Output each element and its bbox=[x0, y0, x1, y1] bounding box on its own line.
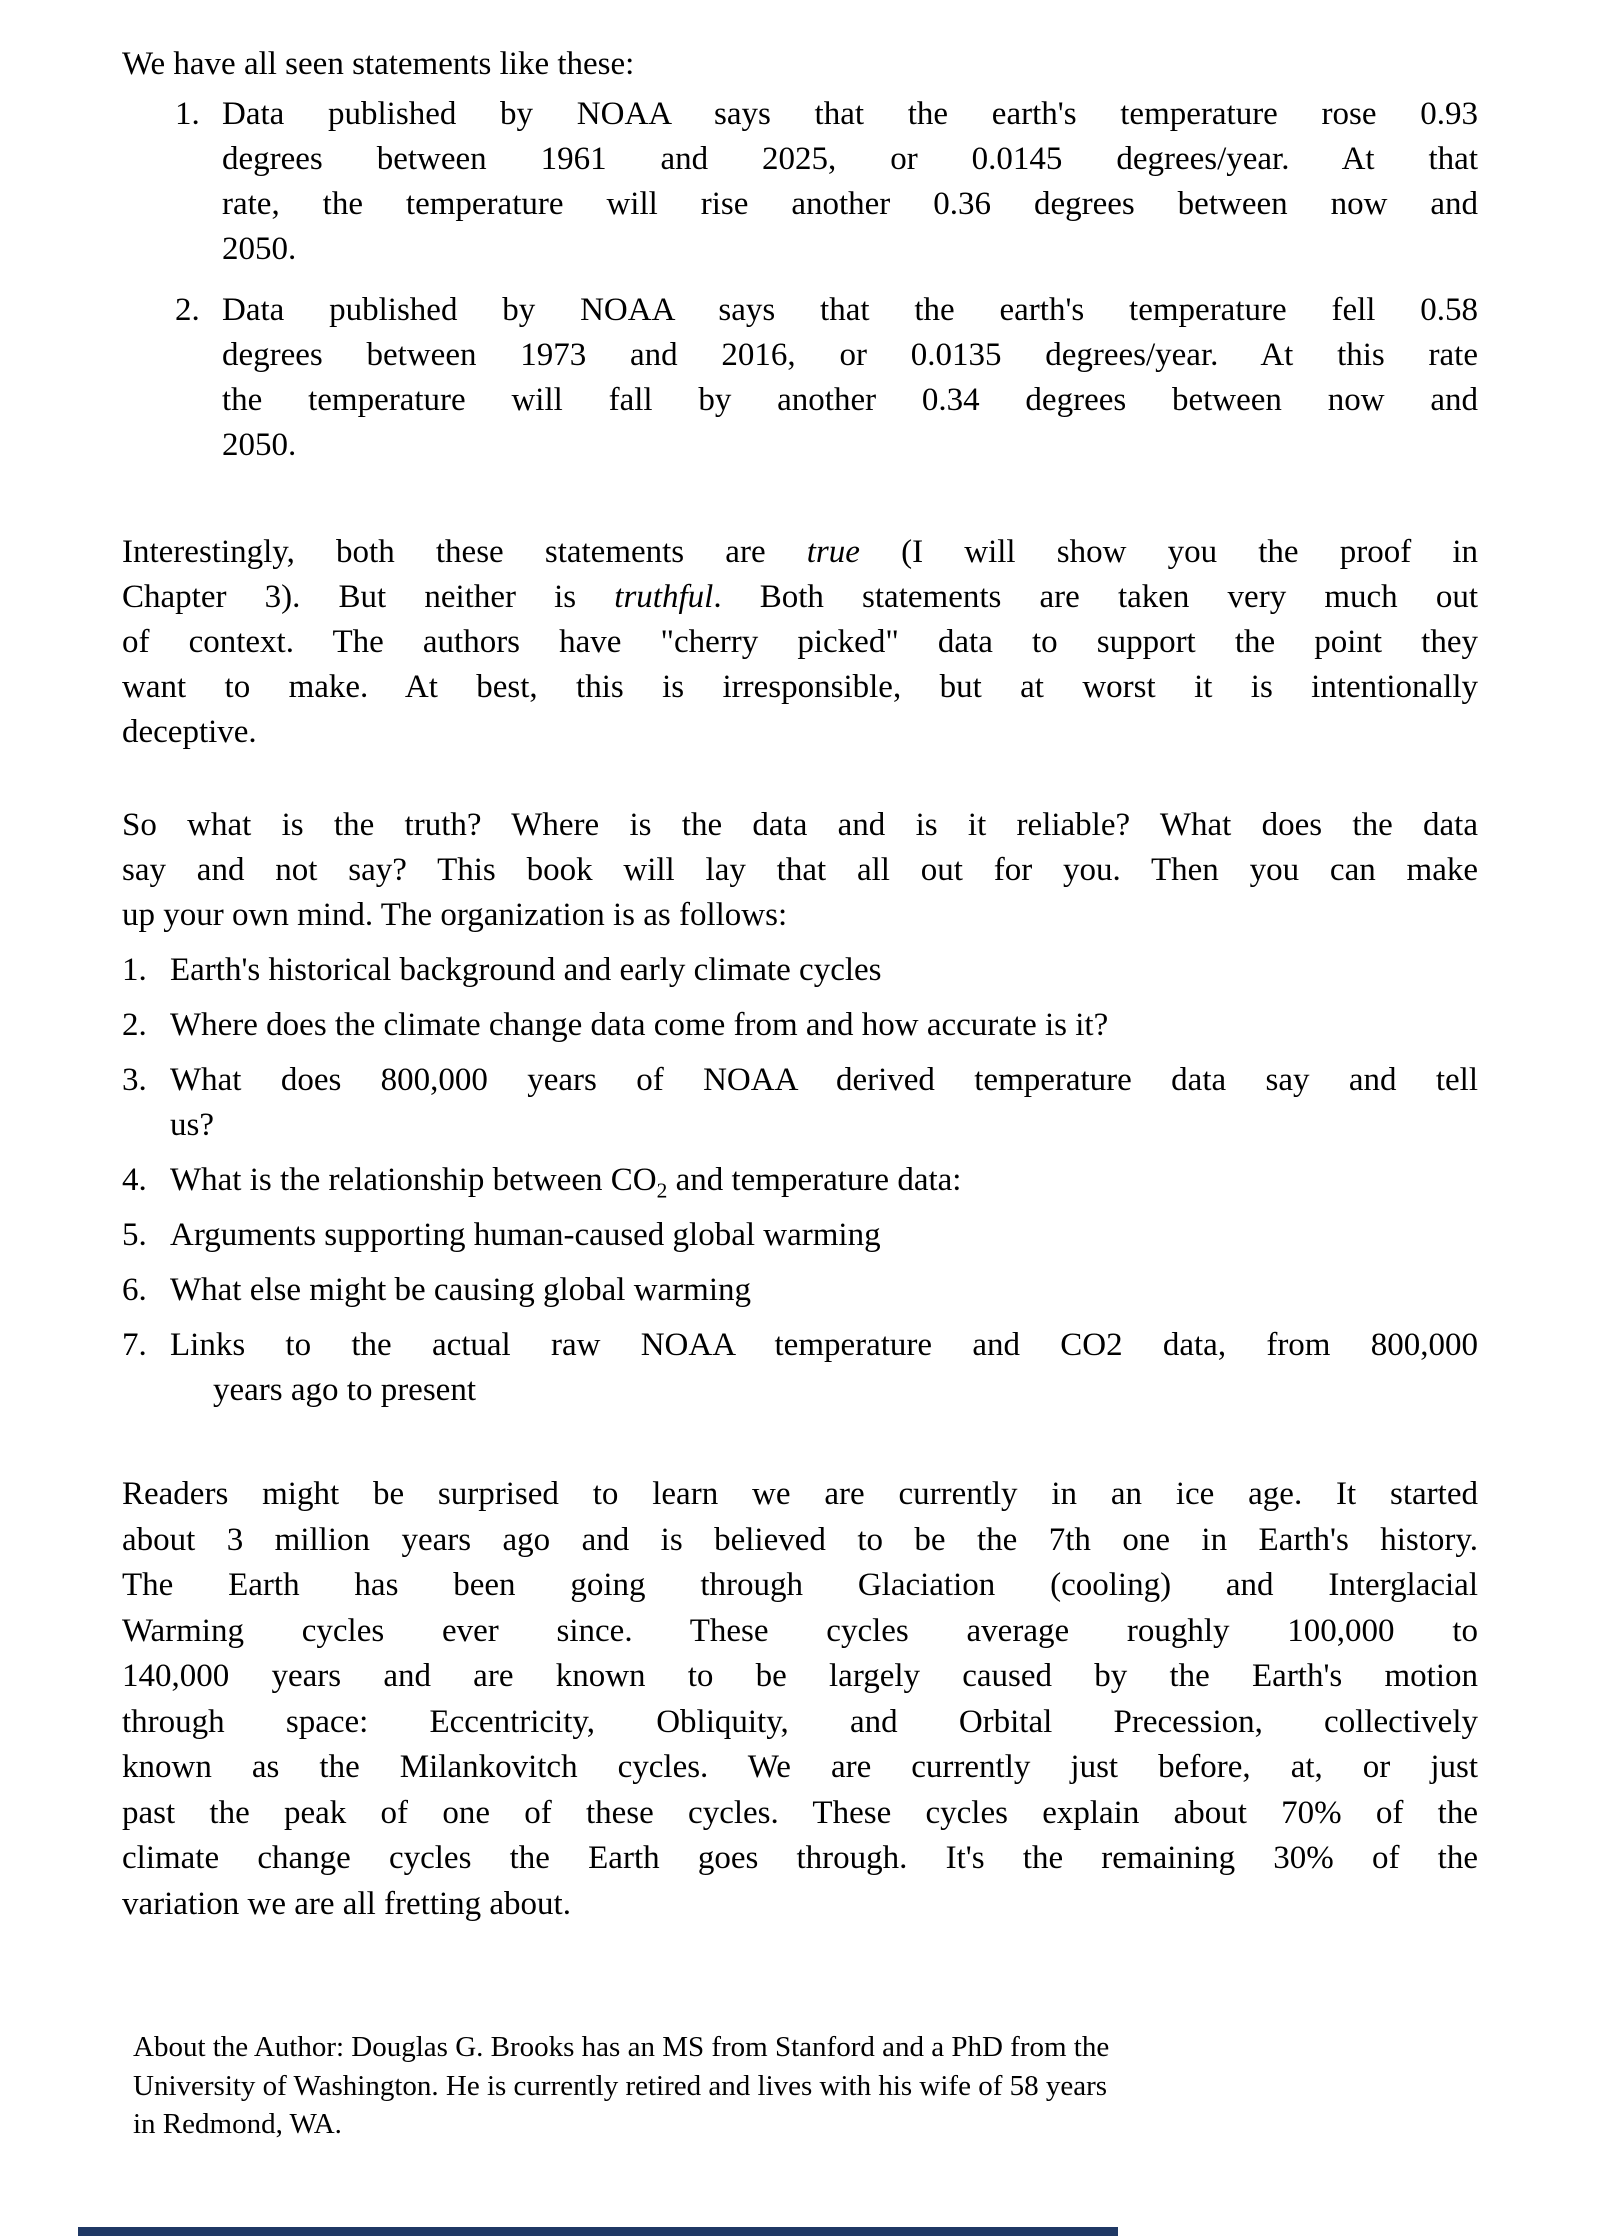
about-author-block bbox=[133, 2028, 1493, 2144]
text-line: Data published by NOAA says that the earth's temperature fell 0.58 bbox=[222, 292, 1478, 328]
text-line bbox=[122, 530, 1478, 575]
text-line: University of Washington. He is currently retired and lives with his wife of 58 years bbox=[133, 2069, 1108, 2102]
text-segment: (I will show you the proof in bbox=[859, 534, 1479, 570]
text-line: deceptive. bbox=[122, 714, 257, 750]
italic-word: true bbox=[806, 534, 860, 570]
text-line: degrees between 1961 and 2025, or 0.0145 degrees/year. At that bbox=[222, 141, 1478, 177]
paragraph-interestingly bbox=[122, 530, 1478, 755]
text-line: us? bbox=[170, 1107, 214, 1143]
paragraph-truth bbox=[122, 803, 1478, 938]
text-line: 140,000 years and are known to be largely caused by the Earth's motion bbox=[122, 1658, 1478, 1694]
list-item bbox=[122, 1003, 1478, 1048]
text-line: 2050. bbox=[222, 427, 297, 463]
list-item bbox=[175, 92, 1478, 272]
text-line: Where does the climate change data come from and how accurate is it? bbox=[170, 1007, 1109, 1043]
text-line bbox=[170, 1158, 1478, 1203]
text-segment: . Both statements are taken very much out bbox=[713, 579, 1478, 615]
text-line: Links to the actual raw NOAA temperature and CO2 data, from 800,000 bbox=[170, 1327, 1478, 1363]
text-line: of context. The authors have "cherry picked" data to support the point they bbox=[122, 624, 1478, 660]
list-item bbox=[175, 288, 1478, 468]
text-segment: Interestingly, both these statements are bbox=[122, 534, 807, 570]
text-line: known as the Milankovitch cycles. We are currently just before, at, or just bbox=[122, 1749, 1478, 1785]
text-line: About the Author: Douglas G. Brooks has an MS from Stanford and a PhD from the bbox=[133, 2031, 1110, 2063]
text-line: rate, the temperature will rise another 0.36 degrees between now and bbox=[222, 186, 1478, 222]
text-line: What does 800,000 years of NOAA derived temperature data say and tell bbox=[170, 1062, 1478, 1098]
bottom-navy-rule bbox=[78, 2227, 1118, 2236]
list-item bbox=[122, 1323, 1478, 1413]
text-line: So what is the truth? Where is the data and is it reliable? What does the data bbox=[122, 807, 1478, 843]
page-content bbox=[122, 42, 1478, 2144]
text-line: in Redmond, WA. bbox=[133, 2108, 342, 2140]
text-segment: Chapter 3). But neither is bbox=[122, 579, 615, 615]
text-line bbox=[122, 575, 1478, 620]
list-marker: 4. bbox=[122, 1162, 147, 1198]
list-marker: 5. bbox=[122, 1217, 147, 1253]
text-line: Readers might be surprised to learn we are currently in an ice age. It started bbox=[122, 1476, 1478, 1512]
list-item bbox=[122, 1158, 1478, 1203]
text-line: Arguments supporting human-caused global warming bbox=[170, 1217, 881, 1253]
text-line: say and not say? This book will lay that all out for you. Then you can make bbox=[122, 852, 1478, 888]
text-line: The Earth has been going through Glaciation (cooling) and Interglacial bbox=[122, 1567, 1478, 1603]
list-marker: 7. bbox=[122, 1327, 147, 1363]
list-marker: 1. bbox=[175, 96, 200, 132]
text-line: past the peak of one of these cycles. These cycles explain about 70% of the bbox=[122, 1794, 1478, 1831]
text-line: about 3 million years ago and is believed to be the 7th one in Earth's history. bbox=[122, 1521, 1478, 1558]
text-line: want to make. At best, this is irresponsible, but at worst it is intentionally bbox=[122, 669, 1478, 705]
paragraph-readers bbox=[122, 1472, 1478, 1927]
list-marker: 3. bbox=[122, 1062, 147, 1098]
text-line: Data published by NOAA says that the earth's temperature rose 0.93 bbox=[222, 96, 1478, 132]
list-item bbox=[122, 1058, 1478, 1148]
text-line: What else might be causing global warming bbox=[170, 1272, 752, 1308]
intro-line: We have all seen statements like these: bbox=[122, 46, 635, 82]
text-line: variation we are all fretting about. bbox=[122, 1885, 571, 1922]
text-segment: What is the relationship between CO bbox=[170, 1162, 657, 1198]
text-line: Earth's historical background and early climate cycles bbox=[170, 952, 882, 988]
list-item bbox=[122, 1268, 1478, 1313]
text-line: climate change cycles the Earth goes through. It's the remaining 30% of the bbox=[122, 1840, 1478, 1876]
text-line: years ago to present bbox=[213, 1372, 476, 1408]
organization-list bbox=[122, 948, 1478, 1413]
italic-word: truthful bbox=[614, 579, 714, 615]
text-line: the temperature will fall by another 0.34 degrees between now and bbox=[222, 382, 1478, 418]
list-marker: 1. bbox=[122, 952, 147, 988]
text-line: degrees between 1973 and 2016, or 0.0135 degrees/year. At this rate bbox=[222, 337, 1478, 373]
co2-subscript: 2 bbox=[656, 1178, 668, 1203]
list-marker: 2. bbox=[175, 292, 200, 328]
list-item bbox=[122, 948, 1478, 993]
text-segment: and temperature data: bbox=[667, 1162, 962, 1198]
text-line: through space: Eccentricity, Obliquity, and Orbital Precession, collectively bbox=[122, 1703, 1478, 1740]
list-marker: 6. bbox=[122, 1272, 147, 1308]
list-item bbox=[122, 1213, 1478, 1258]
list-marker: 2. bbox=[122, 1007, 147, 1043]
text-line: up your own mind. The organization is as follows: bbox=[122, 897, 788, 933]
text-line: Warming cycles ever since. These cycles average roughly 100,000 to bbox=[122, 1612, 1478, 1649]
text-line: 2050. bbox=[222, 231, 297, 267]
